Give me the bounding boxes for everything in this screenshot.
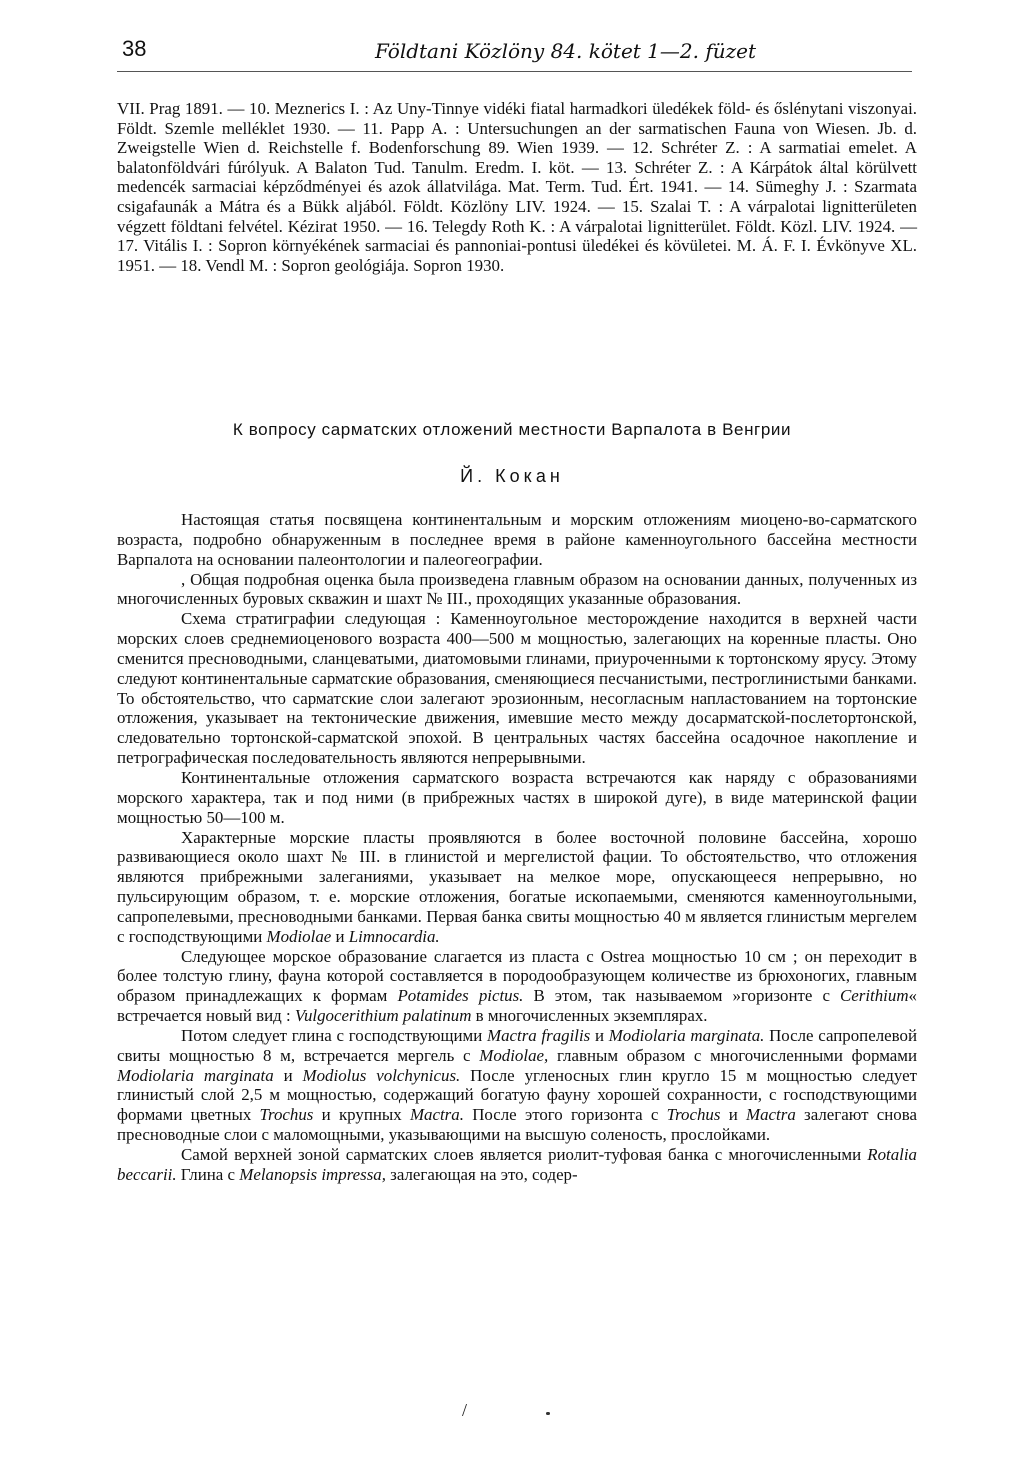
text-run: и — [720, 1105, 747, 1125]
taxon-name: Modiolus volchynicus. — [302, 1065, 461, 1085]
text-run: « встречается новый вид : — [117, 986, 917, 1026]
taxon-name: Rotalia beccarii. — [117, 1145, 917, 1184]
body-paragraph: Схема стратиграфии следующая : Каменноугольное месторождение находится в верхней части морских слоев среднемиоценового возраста 400—500 м мощностью, залегающих на коренные пласты. Оно сменится пресноводными, сланцеватыми, диатомовыми глинами, приуроченными к тортонскому ярусу. Этому следуют континентальные сарматские образования, сменяющиеся песчанистыми, пестроглинистыми банками. То обстоятельство, что сарматские слои залегают эрозионным, несогласным напластованием на тортонские отложения, указывает на тектонические движения, имевшие место между досарматской-послетортонской, следовательно тортонской-сарматской эпохой. В центральных частях бассейна осадочное накопление и петрографическая последовательность являются непрерывными. — [117, 609, 917, 768]
text-run: Характерные морские пласты проявляются в более восточной половине бассейна, хорошо развивающиеся около шахт № III. в глинистой и мергелистой фации. То обстоятельство, что отложения являются прибрежными залеганиями, указывает на мелкое море, опускающееся непрерывно, но пульсирующим образом, т. е. морские отложения, богатые ископаемыми, сменяются каменноугольными, сапропелевыми, пресноводными банками. Первая банка свиты мощностью 40 м является глинистым мергелем с господствующими — [117, 827, 917, 946]
text-run: главным образом с многочисленными формами — [548, 1045, 918, 1065]
text-run: в многочисленных экземплярах. — [471, 1006, 708, 1026]
text-run: После сапропелевой свиты мощностью 8 м, встречается мергель с — [117, 1025, 917, 1065]
body-paragraph: Континентальные отложения сарматского возраста встречаются как наряду с образованиями морского характера, так и под ними (в прибрежных частях в широкой дуге), в виде материнской фации мощностью 50—100 м. — [117, 767, 917, 827]
stray-dot — [546, 1412, 550, 1415]
text-run: и крупных — [313, 1105, 410, 1125]
taxon-name: Modiolaria marginata — [117, 1065, 274, 1085]
taxon-name: Mactra — [746, 1105, 796, 1125]
text-run: залегающая на это, содер- — [385, 1164, 578, 1184]
taxon-name: Trochus — [259, 1105, 314, 1125]
taxon-name: Potamides pictus. — [397, 986, 524, 1006]
page-header — [117, 28, 917, 68]
taxon-name: Modiolaria marginata. — [608, 1025, 765, 1045]
taxon-name: Trochus — [666, 1105, 721, 1125]
running-head: Földtani Közlöny 84. kötet 1—2. füzet — [375, 39, 757, 63]
body-paragraph: , Общая подробная оценка была произведена главным образом на основании данных, полученных из многочисленных буровых скважин и шахт № III., проходящих указанные образования. — [117, 569, 917, 609]
taxon-name: Vulgocerithium palatinum — [294, 1006, 472, 1026]
taxon-name: Mactra. — [409, 1105, 464, 1125]
text-run: Глина с — [176, 1164, 240, 1184]
page-number: 38 — [122, 36, 147, 61]
taxon-name: Modiolae, — [479, 1045, 549, 1065]
taxon-name: Melanopsis impressa, — [239, 1164, 386, 1184]
text-run: После этого горизонта с — [463, 1105, 667, 1125]
taxon-name: Limnocardia. — [348, 926, 440, 946]
taxon-name: Cerithium — [840, 986, 909, 1006]
header-rule — [117, 71, 912, 72]
text-run: залегают снова пресноводные слои с маломощными, указывающими на высшую соленость, прослойками. — [117, 1105, 917, 1145]
body-paragraph — [117, 1026, 917, 1145]
text-run: и — [331, 926, 349, 946]
text-run: После угленосных глин кругло 15 м мощностью следует глинистый слой 2,5 м мощностью, содержащий богатую фауну хорошей сохранности, с господствующими формами цветных — [117, 1065, 917, 1125]
text-run: и — [273, 1065, 303, 1085]
text-run: Следующее морское образование слагается из пласта с Ostrea мощностью 10 см ; он переходит в более толстую глину, фауна которой составляется в породообразующем количестве из брюхоногих, главным образом принадлежащих к формам — [117, 946, 917, 1006]
body-paragraph — [117, 828, 917, 947]
text-run: В этом, так называемом »горизонте с — [523, 986, 841, 1006]
taxon-name: Modiolae — [266, 926, 332, 946]
article-title: К вопросу сарматских отложений местности Варпалота в Венгрии — [232, 420, 792, 439]
body-paragraph — [117, 1145, 917, 1185]
taxon-name: Mactra fragilis — [487, 1025, 591, 1045]
text-run: и — [590, 1025, 609, 1045]
body-paragraph — [117, 947, 917, 1026]
footer-mark: / — [462, 1400, 468, 1420]
body-paragraph: Настоящая статья посвящена континентальным и морским отложениям миоцено-во-сарматского возраста, подробно обнаруженным в последнее время в районе каменноугольного бассейна местности Варпалота на основании палеонтологии и палеогеографии. — [117, 510, 917, 569]
references-block: VII. Prag 1891. — 10. Meznerics I. : Az Uny-Tinnye vidéki fiatal harmadkori üledékek föld- és őslénytani viszonyai. Földt. Szemle melléklet 1930. — 11. Papp A. : Untersuchungen an der sarmatischen Fauna von Wiesen. Jb. d. Zweigstelle Wien d. Reichstelle f. Bodenforschung 89. Wien 1939. — 12. Schréter Z. : A sarmatiai emelet. A balatonföldvári fúrólyuk. A Balaton Tud. Tanulm. Eredm. I. köt. — 13. Schréter Z. : A Kárpátok által körülvett medencék sarmaciai képződményei és azok állatvilága. Mat. Term. Tud. Ért. 1941. — 14. Sümeghy J. : Szarmata csigafaunák a Mátra és a Bükk aljából. Földt. Közlöny LIV. 1924. — 15. Szalai T. : A várpalotai lignitterületen végzett földtani felvétel. Kézirat 1950. — 16. Telegdy Roth K. : A várpalotai lignitterület. Földt. Közl. LIV. 1924. — 17. Vitális I. : Sopron környékének sarmaciai és pannoniai-pontusi üledékei és kövületei. M. Á. F. I. Évkönyve XL. 1951. — 18. Vendl M. : Sopron geológiája. Sopron 1930. — [117, 99, 917, 275]
article-body — [117, 510, 917, 1185]
article-author: Й. Кокан — [460, 466, 564, 486]
text-run: Самой верхней зоной сарматских слоев является риолит-туфовая банка с многочисленными — [181, 1145, 868, 1164]
text-run: Потом следует глина с господствующими — [181, 1025, 487, 1045]
